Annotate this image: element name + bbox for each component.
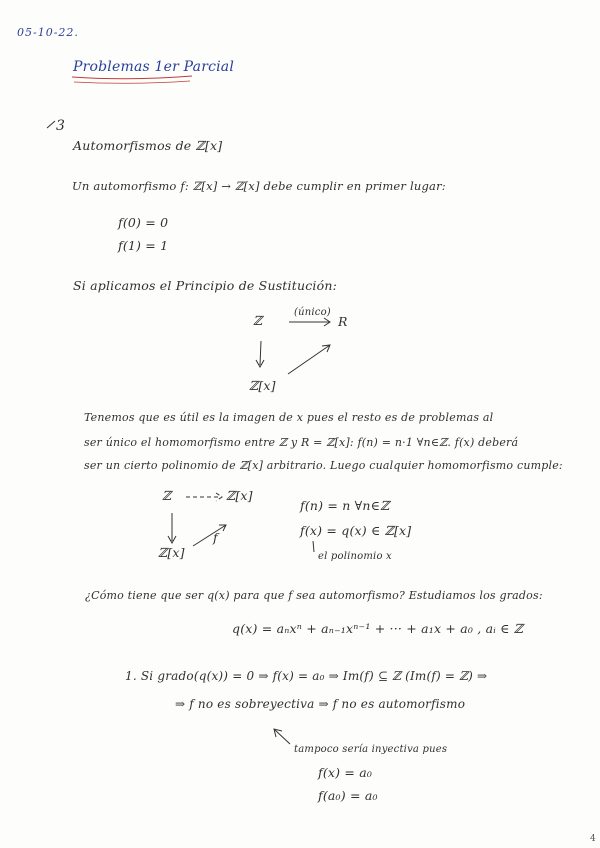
case1-note: tampoco sería inyectiva pues [294, 744, 448, 755]
page-number: 4 [590, 834, 596, 844]
diag1-bottom: ℤ[x] [249, 378, 276, 393]
diag2-bottom: ℤ[x] [158, 545, 185, 560]
title-underline [72, 76, 192, 79]
diag1-down-arrow [256, 341, 264, 367]
topic-heading: Automorfismos de ℤ[x] [73, 138, 223, 153]
line-1: Un automorfismo f: ℤ[x] → ℤ[x] debe cumplir en primer lugar: [72, 179, 446, 193]
diag2-map-label: f [213, 530, 218, 545]
diag1-top-arrow [289, 318, 330, 326]
case1-line-1: 1. Si grado(q(x)) = 0 ⇒ f(x) = a₀ ⇒ Im(f) ⊆ ℤ (Im(f) = ℤ) ⇒ [125, 669, 488, 683]
diag2-note-2: f(x) = q(x) ∈ ℤ[x] [300, 523, 412, 538]
diag2-top-right: ℤ[x] [226, 488, 253, 503]
diag1-arrow-label: (único) [294, 307, 331, 318]
line-2: Si aplicamos el Principio de Sustitución: [73, 278, 337, 293]
diag2-top-arrow [186, 493, 222, 501]
case1-line-4: f(a₀) = a₀ [318, 788, 378, 803]
para1-line-2: ser único el homomorfismo entre ℤ y R = ℤ[x]: f(n) = n·1 ∀n∈ℤ. f(x) deberá [84, 436, 519, 449]
check-mark [47, 121, 55, 128]
case1-pointer-arrow [274, 729, 290, 744]
diag1-top-left: ℤ [253, 313, 263, 328]
para1-line-3: ser un cierto polinomio de ℤ[x] arbitrario. Luego cualquier homomorfismo cumple: [84, 459, 563, 472]
case1-line-3: f(x) = a₀ [318, 765, 373, 780]
note-tick [313, 541, 314, 552]
condition-2: f(1) = 1 [118, 238, 169, 253]
diag2-note-1: f(n) = n ∀n∈ℤ [300, 498, 390, 513]
case1-line-2: ⇒ f no es sobreyectiva ⇒ f no es automorfismo [175, 697, 466, 711]
para1-line-1: Tenemos que es útil es la imagen de x pues el resto es de problemas al [84, 411, 494, 424]
title-underline-2 [74, 81, 190, 83]
date: 05-10-22. [17, 26, 79, 39]
diag2-diag-arrow [193, 525, 226, 546]
diag2-note-3: el polinomio x [318, 551, 392, 562]
polynomial: q(x) = aₙxⁿ + aₙ₋₁xⁿ⁻¹ + ··· + a₁x + a₀ , aᵢ ∈ ℤ [232, 621, 524, 636]
problem-number: 3 [56, 118, 66, 134]
diag2-top-left: ℤ [162, 488, 172, 503]
diag1-top-right: R [338, 314, 348, 329]
diag1-diag-arrow [288, 345, 330, 374]
diag2-down-arrow [168, 513, 176, 543]
page-title: Problemas 1er Parcial [73, 59, 235, 75]
condition-1: f(0) = 0 [118, 215, 169, 230]
question-line: ¿Cómo tiene que ser q(x) para que f sea automorfismo? Estudiamos los grados: [85, 589, 543, 602]
